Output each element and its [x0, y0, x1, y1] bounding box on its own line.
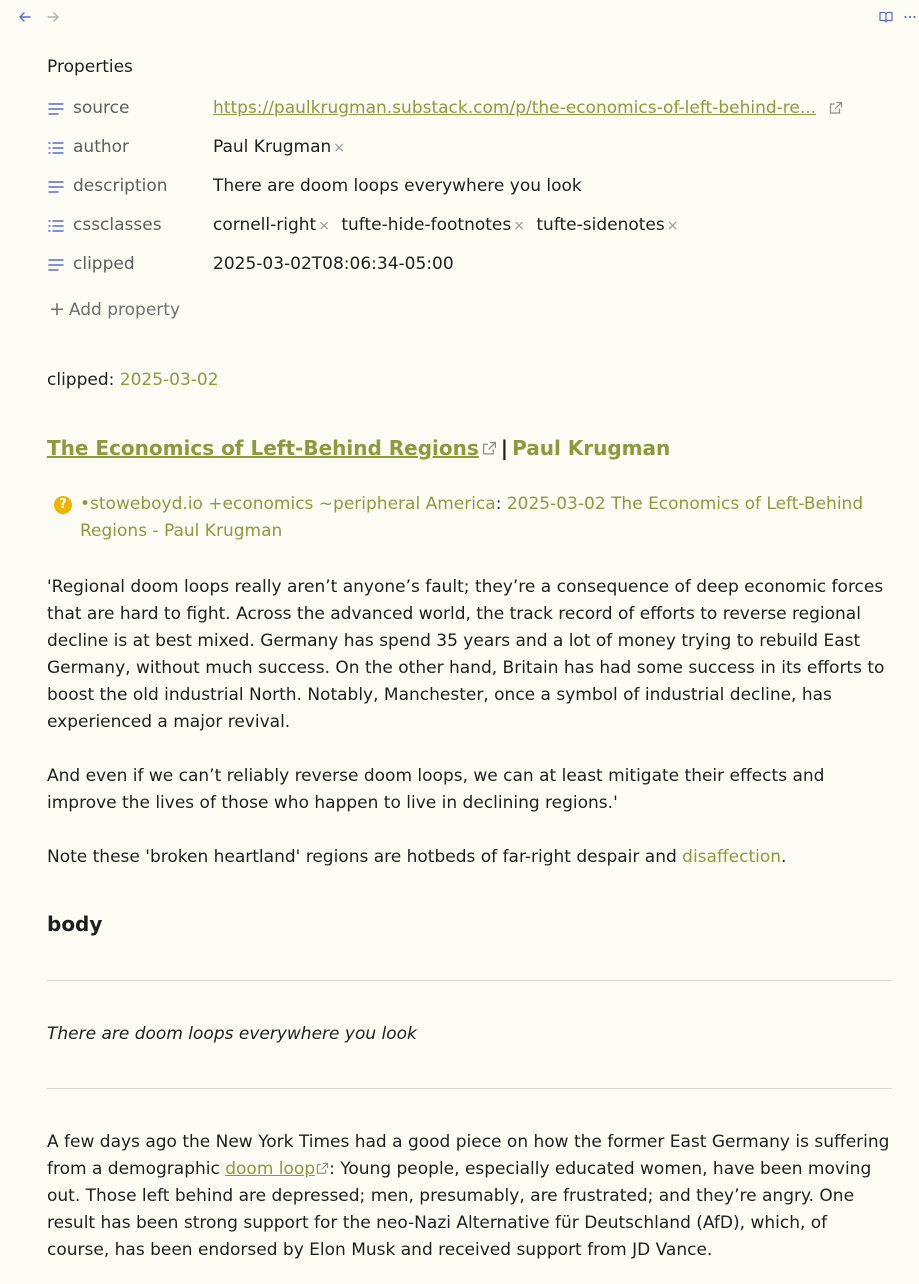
list-icon [47, 140, 65, 156]
external-link-icon[interactable] [316, 1162, 329, 1175]
text-lines-icon [47, 257, 65, 273]
property-row-description[interactable] [47, 173, 892, 201]
chip-label: cornell-right [213, 215, 317, 235]
article-text: : Young people, especially educated women, have been moving out. Those left behind are depressed; men, presumably, are frustrated; and they’re angry. One result has been strong support for the neo-Nazi Alternative für Deutschland (AfD), which, of course, has been endorsed by Elon Musk and received support from JD Vance. [47, 1159, 872, 1260]
remove-chip-icon[interactable]: × [318, 218, 330, 234]
article-paragraph [47, 1129, 892, 1264]
property-key: source [73, 98, 130, 118]
arrow-left-icon [18, 10, 32, 24]
note-paragraph [47, 844, 892, 871]
clipped-label: clipped: [47, 370, 115, 390]
cssclass-chip[interactable] [213, 215, 330, 235]
doom-loop-link[interactable]: doom loop [225, 1159, 316, 1179]
back-button[interactable] [16, 8, 34, 26]
callout-link[interactable]: 2025-03-02 The Economics of Left-Behind Regions - Paul Krugman [80, 494, 864, 541]
chip-label: tufte-hide-footnotes [341, 215, 512, 235]
author-chip[interactable] [213, 137, 345, 157]
property-value-description[interactable]: There are doom loops everywhere you look [213, 176, 582, 196]
callout-text [80, 491, 892, 545]
clipped-date-link[interactable]: 2025-03-02 [119, 370, 219, 390]
callout-tags[interactable]: •stoweboyd.io +economics ~peripheral America [80, 494, 496, 514]
article-title [47, 436, 670, 460]
list-icon [47, 218, 65, 234]
plus-icon: + [49, 298, 65, 320]
text-lines-icon [47, 179, 65, 195]
disaffection-link[interactable]: disaffection [682, 847, 782, 867]
note-text: Note these 'broken heartland' regions are hotbeds of far-right despair and [47, 847, 683, 867]
property-key: description [73, 176, 168, 196]
quote-paragraph: 'Regional doom loops really aren’t anyone’s fault; they’re a consequence of deep economic forces that are hard to fight. Across the advanced world, the track record of efforts to reverse regional decline is at best mixed. Germany has spend 35 years and a lot of money trying to rebuild East Germany, without much success. On the other hand, Britain has had some success in its efforts to boost the old industrial North. Notably, Manchester, once a symbol of industrial decline, has experienced a major revival. [47, 577, 885, 732]
callout-colon: : [495, 494, 502, 514]
more-horizontal-icon [903, 10, 917, 24]
property-value-author[interactable] [213, 137, 351, 157]
clipped-line [47, 367, 219, 394]
property-key: author [73, 137, 130, 157]
remove-chip-icon[interactable]: × [333, 140, 345, 156]
property-key: cssclasses [73, 215, 162, 235]
cssclass-chip[interactable] [536, 215, 678, 235]
property-row-cssclasses[interactable] [47, 212, 892, 240]
property-key: clipped [73, 254, 135, 274]
author-link[interactable]: Paul Krugman [512, 436, 671, 460]
property-row-source[interactable] [47, 95, 892, 123]
more-options-button[interactable] [901, 8, 919, 26]
top-bar [0, 0, 919, 34]
remove-chip-icon[interactable]: × [513, 218, 525, 234]
article-text: A few days ago the New York Times had a good piece on how the former East Germany is suffering from a demographic [47, 1132, 890, 1179]
property-value-cssclasses[interactable] [213, 215, 684, 235]
note-end: . [781, 847, 787, 867]
divider [47, 1088, 892, 1089]
add-property-button[interactable] [49, 298, 180, 320]
property-row-author[interactable] [47, 134, 892, 162]
divider [47, 980, 892, 981]
quote-paragraph: And even if we can’t reliably reverse doom loops, we can at least mitigate their effects and improve the lives of those who happen to live in declining regions.' [47, 766, 825, 813]
body-heading: body [47, 912, 103, 936]
chip-label: Paul Krugman [213, 137, 332, 157]
add-property-label: Add property [68, 300, 181, 320]
book-open-icon [879, 10, 893, 24]
article-title-link[interactable]: The Economics of Left-Behind Regions [47, 436, 479, 460]
remove-chip-icon[interactable]: × [666, 218, 679, 234]
external-link-icon[interactable] [482, 441, 497, 456]
property-value-clipped[interactable]: 2025-03-02T08:06:34-05:00 [213, 254, 454, 274]
question-icon: ? [54, 496, 72, 514]
text-lines-icon [47, 101, 65, 117]
property-row-clipped[interactable] [47, 251, 892, 279]
source-link[interactable]: https://paulkrugman.substack.com/p/the-economics-of-left-behind-re... [213, 98, 817, 118]
external-link-icon[interactable] [829, 101, 843, 115]
title-separator: | [500, 436, 509, 460]
reading-view-button[interactable] [877, 8, 895, 26]
arrow-right-icon [46, 10, 60, 24]
cssclass-chip[interactable] [341, 215, 525, 235]
properties-heading: Properties [47, 57, 133, 77]
forward-button[interactable] [44, 8, 62, 26]
property-value-source[interactable] [213, 98, 843, 118]
callout [54, 491, 892, 545]
chip-label: tufte-sidenotes [536, 215, 665, 235]
subtitle: There are doom loops everywhere you look [47, 1024, 417, 1044]
